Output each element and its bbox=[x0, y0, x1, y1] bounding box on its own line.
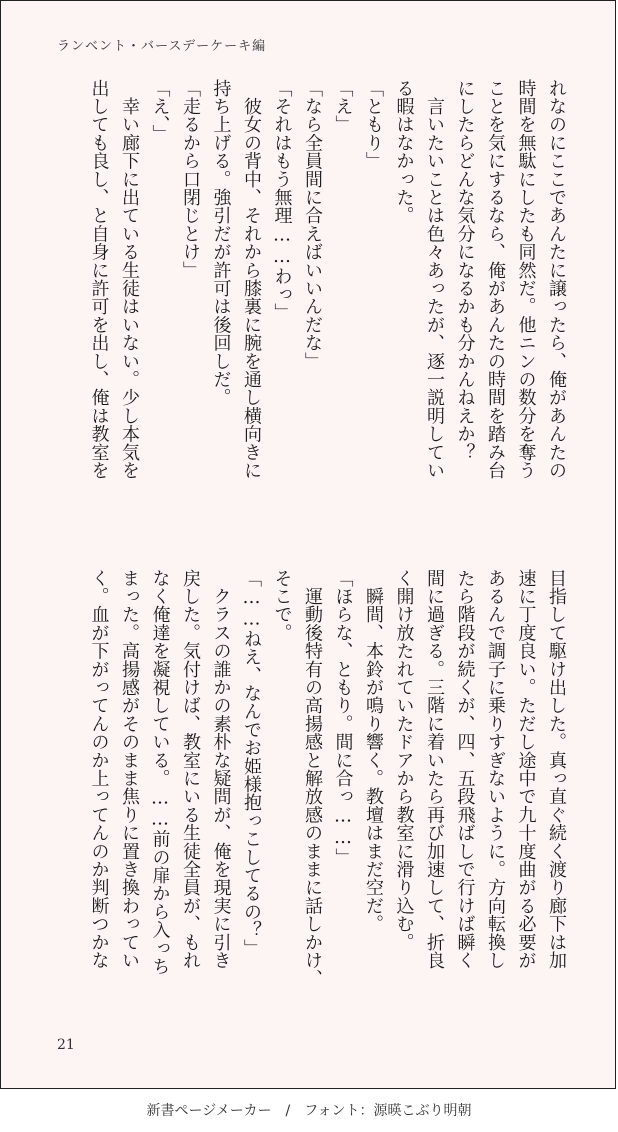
text-line: 彼女の背中、それから膝裏に腕を通し横向きに bbox=[241, 79, 262, 480]
text-line: 運動後特有の高揚感と解放感のままに話しかけ、 bbox=[302, 569, 323, 988]
text-line: 言いたいことは色々あったが、逐一説明してい bbox=[424, 79, 445, 480]
text-line: 「ともり」 bbox=[363, 79, 384, 170]
text-line: く。血が下がってんのか上ってんのか判断つかな bbox=[88, 569, 110, 970]
text-line: 「え、」 bbox=[149, 79, 171, 143]
text-line: 「え」 bbox=[332, 79, 354, 134]
page-number: 21 bbox=[57, 1037, 75, 1053]
footer-credit: 新書ページメーカー / フォント：源暎こぶり明朝 bbox=[146, 1103, 472, 1119]
text-block-bottom bbox=[51, 569, 571, 1009]
text-line: 目指して駆け出した。真っ直ぐ続く渡り廊下は加 bbox=[546, 569, 567, 970]
text-line: 出しても良し、と自身に許可を出し、俺は教室を bbox=[88, 79, 110, 480]
text-line: 瞬間、本鈴が鳴り響く。教壇はまだ空だ。 bbox=[363, 569, 384, 933]
text-line: 「それはもう無理……わっ」 bbox=[271, 79, 293, 322]
text-line: 速に丁度良い。ただし途中で九十度曲がる必要が bbox=[515, 569, 537, 970]
text-line: クラスの誰かの素朴な疑問が、俺を現実に引き bbox=[210, 569, 232, 970]
text-line: く開け放たれていたドアから教室に滑り込む。 bbox=[393, 569, 415, 952]
text-block-top bbox=[51, 79, 571, 519]
text-line: ことを気にするなら、俺があんたの時間を踏み台 bbox=[485, 79, 506, 480]
text-line: 「走るから口閉じとけ」 bbox=[180, 79, 201, 280]
text-line: 戻した。気付けば、教室にいる生徒全員が、もれ bbox=[180, 569, 201, 970]
text-line: まった。高揚感がそのまま焦りに置き換わってい bbox=[119, 569, 140, 970]
text-line: 時間を無駄にしたも同然だ。他ニンの数分を奪う bbox=[515, 79, 537, 480]
text-line: にしたらどんな気分になるかも分かんねえか？ bbox=[454, 79, 476, 462]
running-header: ランベント・バースデーケーキ編 bbox=[57, 39, 267, 54]
text-line: る暇はなかった。 bbox=[393, 79, 415, 225]
text-line: 「……ねえ、なんでお姫様抱っこしてるの？」 bbox=[241, 569, 262, 958]
text-line: たら階段が続くが、四、五段飛ばしで行けば瞬く bbox=[454, 569, 476, 970]
text-line: そこで。 bbox=[271, 569, 293, 642]
text-line: 間に過ぎる。三階に着いたら再び加速して、折良 bbox=[424, 569, 445, 970]
text-line: 持ち上げる。強引だが許可は後回しだ。 bbox=[210, 79, 232, 407]
text-line: あるんで調子に乗りすぎないように。方向転換し bbox=[485, 569, 506, 970]
text-line: なく俺達を凝視している。……前の扉から入っち bbox=[149, 569, 171, 976]
text-line: 幸い廊下に出ている生徒はいない。少し本気を bbox=[119, 79, 140, 480]
text-line: 「ほらな、ともり。間に合っ……」 bbox=[332, 569, 354, 867]
text-line: 「なら全員間に合えばいいんだな」 bbox=[302, 79, 323, 371]
text-line: れなのにここであんたに譲ったら、俺があんたの bbox=[546, 79, 567, 480]
